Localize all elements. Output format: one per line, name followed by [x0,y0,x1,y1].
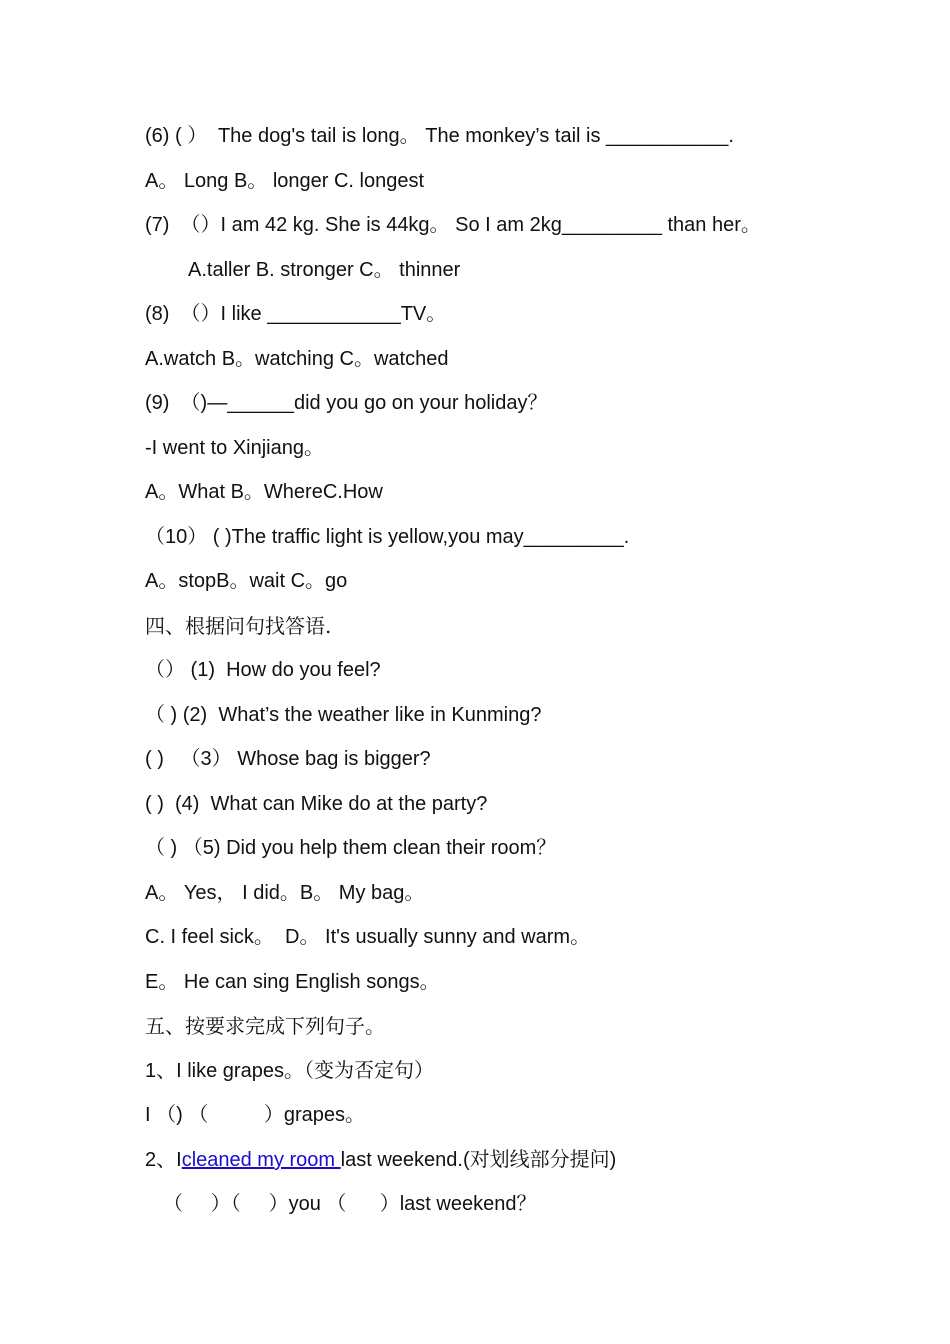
question-6-options: A。 Long B。 longer C. longest [145,170,425,192]
match-question-3: ( ) （3） Whose bag is bigger? [145,748,431,770]
question-7: (7) （）I am 42 kg. She is 44kg。 So I am 2kg_________ than her。 [145,214,761,236]
match-question-1: （） (1) How do you feel? [145,659,381,681]
task-2-blanks: （ ）（ ）you （ ）last weekend？ [163,1193,537,1215]
question-8-options: A.watch B。watching C。watched [145,348,449,370]
section-4-heading: 四、根据问句找答语. [145,614,332,638]
question-7-options: A.taller B. stronger C。 thinner [188,259,461,281]
match-question-2: （ ) (2) What’s the weather like in Kunming? [145,704,542,726]
section-5-heading: 五、按要求完成下列句子。 [145,1014,385,1038]
task-2-prefix: 2、I [145,1149,182,1171]
match-answers-c-d: C. I feel sick。 D。 It's usually sunny and warm。 [145,926,591,948]
question-6: (6) ( ） The dog's tail is long。 The monkey’s tail is ___________. [145,125,734,147]
match-answers-a-b: A。 Yes， I did。B。 My bag。 [145,882,425,904]
match-question-4: ( ) (4) What can Mike do at the party? [145,793,488,815]
question-9-answer: -I went to Xinjiang。 [145,437,324,459]
task-2 [145,1147,616,1173]
question-9-options: A。What B。WhereC.How [145,481,383,503]
question-10: （10） ( )The traffic light is yellow,you may_________. [145,526,630,548]
match-answer-e: E。 He can sing English songs。 [145,971,440,993]
question-10-options: A。stopB。wait C。go [145,570,348,592]
match-question-5: （ ) （5) Did you help them clean their room？ [145,837,557,859]
question-8: (8) （）I like ____________TV。 [145,303,447,325]
task-1: 1、I like grapes。（变为否定句） [145,1060,434,1082]
underlined-phrase-link[interactable]: cleaned my room [181,1149,341,1171]
task-2-suffix: last weekend.(对划线部分提问) [340,1149,617,1171]
question-9: (9) （)—______did you go on your holiday？ [145,392,548,414]
task-1-blanks: I （) （ ）grapes。 [145,1104,366,1126]
